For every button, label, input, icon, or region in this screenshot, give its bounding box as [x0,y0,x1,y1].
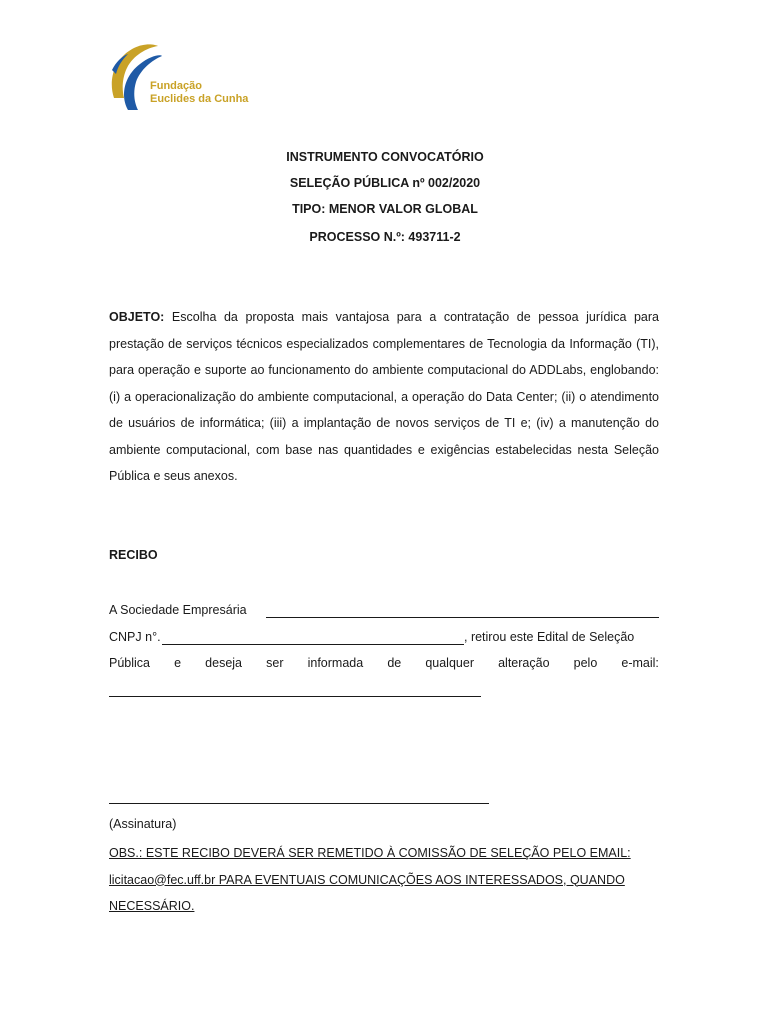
signature-line[interactable] [109,803,489,804]
word: ser [266,656,284,670]
word: qualquer [425,656,474,670]
email-request-line [109,656,659,670]
logo-line-1: Fundação [150,80,202,92]
selecao-publica-number: SELEÇÃO PÚBLICA nº 002/2020 [289,176,481,190]
email-blank-line[interactable] [109,696,481,697]
obs-note [109,840,661,920]
recibo-title: RECIBO [109,548,158,562]
cnpj-suffix: , retirou este Edital de Seleção [464,630,635,644]
processo-line: PROCESSO N.º: 493711-2 [309,230,461,244]
fundacao-logo [106,40,256,116]
word: deseja [205,656,243,670]
document-title: INSTRUMENTO CONVOCATÓRIO [286,150,484,164]
assinatura-label: (Assinatura) [109,817,177,831]
cnpj-label: CNPJ n°. [109,630,161,644]
word: informada [307,656,364,670]
word: e-mail: [621,656,659,670]
word: e [174,656,182,670]
objeto-paragraph [109,304,659,490]
tipo-line: TIPO: MENOR VALOR GLOBAL [292,202,478,216]
obs-line-1: OBS.: ESTE RECIBO DEVERÁ SER REMETIDO À COMISSÃO DE SELEÇÃO PELO EMAIL: [109,846,631,860]
obs-line-3: NECESSÁRIO. [109,899,195,913]
objeto-text: Escolha da proposta mais vantajosa para a contratação de pessoa jurídica para prestação de serviços técnicos especializados complementares de Tecnologia da Informação (TI), para operação e suporte ao funcionamento do ambiente computacional do ADDLabs, englobando: (i) a operacionalização do ambiente computacional, a operação do Data Center; (ii) o atendimento de usuários de informática; (iii) a implantação de novos serviços de TI e; (iv) a manutenção do ambiente computacional, com base nas quantidades e exigências estabelecidas nesta Seleção Pública e seus anexos. [109,310,659,483]
word: de [387,656,402,670]
logo-line-2: Euclides da Cunha [150,93,249,105]
word: pelo [573,656,598,670]
word: Pública [109,656,150,670]
objeto-label: OBJETO: [109,310,165,324]
cnpj-blank-line[interactable] [162,644,464,645]
sociedade-label: A Sociedade Empresária [109,603,247,617]
sociedade-blank-line[interactable] [266,617,659,618]
logo-text [150,80,248,106]
obs-line-2: licitacao@fec.uff.br PARA EVENTUAIS COMUNICAÇÕES AOS INTERESSADOS, QUANDO [109,872,625,887]
word: alteração [498,656,550,670]
